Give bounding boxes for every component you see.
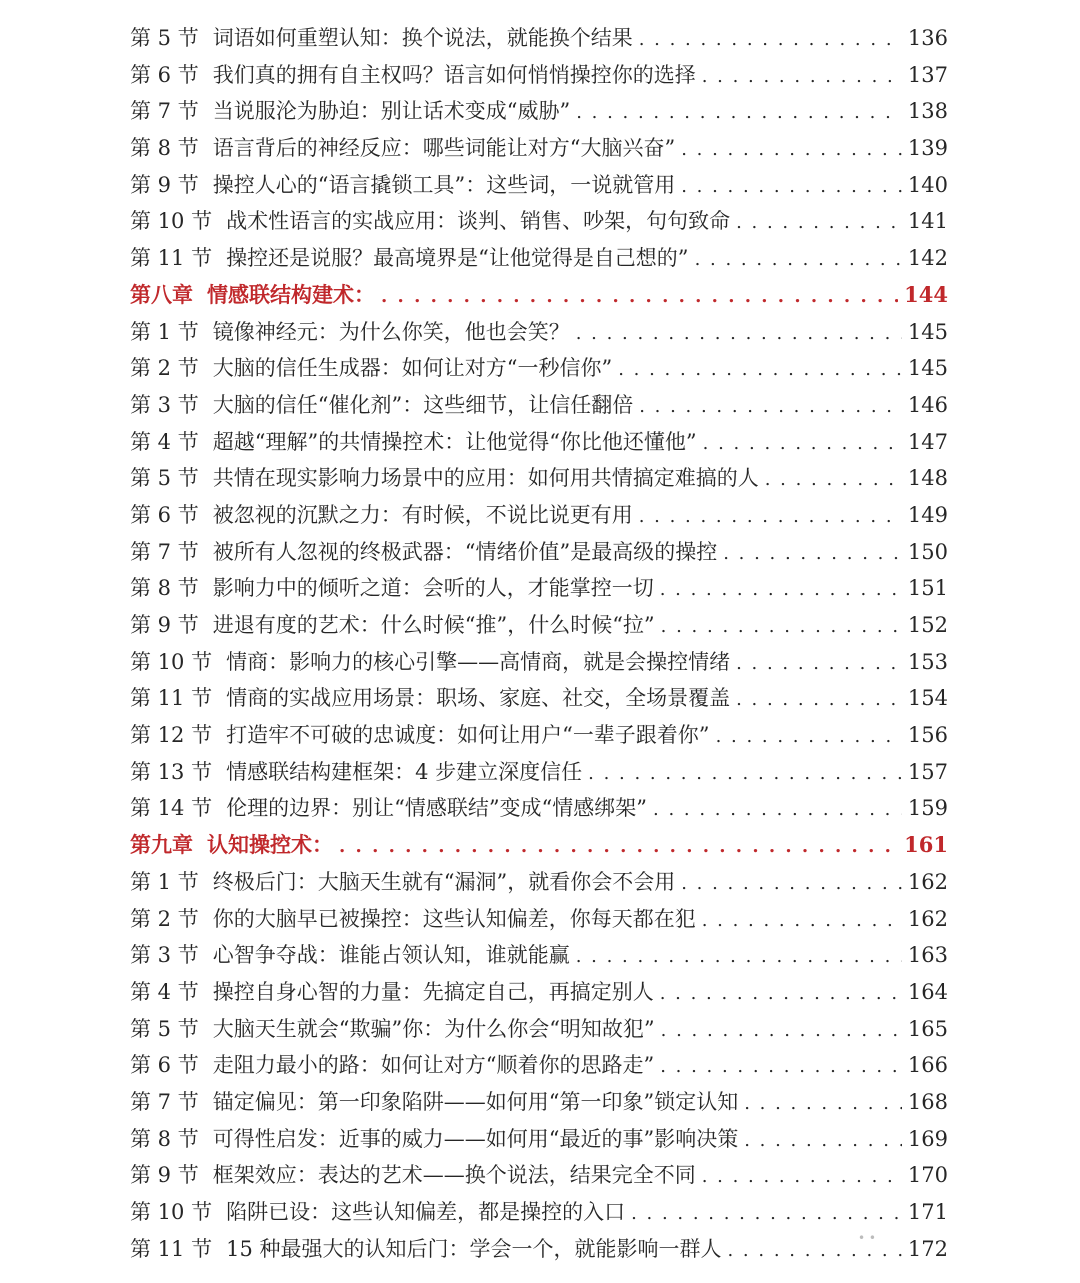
dot-leader (716, 719, 902, 756)
dot-leader (660, 1049, 902, 1086)
section-title: 超越“理解”的共情操控术：让他觉得“你比他还懂他” (212, 429, 697, 454)
section-title: 情商：影响力的核心引擎——高情商，就是会操控情绪 (226, 649, 731, 674)
section-title: 心智争夺战：谁能占领认知，谁就能赢 (212, 943, 570, 968)
section-number: 第 8 节 (130, 136, 199, 161)
page-number: 139 (907, 136, 948, 161)
dot-leader (576, 316, 902, 353)
dot-leader (618, 352, 902, 389)
table-of-contents (130, 20, 948, 1267)
page-number: 150 (907, 539, 948, 564)
section-title: 镜像神经元：为什么你笑，他也会笑？ (212, 319, 570, 344)
section-number: 第 9 节 (130, 1163, 199, 1188)
toc-section-row[interactable] (130, 1084, 948, 1121)
page-number: 140 (907, 172, 948, 197)
dot-leader (681, 866, 902, 903)
dot-leader (736, 205, 902, 242)
page-number: 149 (907, 502, 948, 527)
section-number: 第 2 节 (130, 356, 199, 381)
toc-section-row[interactable] (130, 974, 948, 1011)
section-title: 语言背后的神经反应：哪些词能让对方“大脑兴奋” (212, 136, 676, 161)
toc-section-row[interactable] (130, 387, 948, 424)
page-number: 171 (907, 1200, 948, 1224)
section-title: 可得性启发：近事的威力——如何用“最近的事”影响决策 (212, 1126, 739, 1151)
page-number: 151 (907, 576, 948, 601)
toc-section-row[interactable] (130, 570, 948, 607)
page-number: 145 (907, 319, 948, 344)
dot-leader (765, 462, 902, 499)
dot-leader (702, 59, 902, 96)
dot-leader (695, 242, 902, 279)
section-number: 第 6 节 (130, 502, 199, 527)
section-number: 第 10 节 (130, 1200, 213, 1224)
section-number: 第 9 节 (130, 172, 199, 197)
page-number: 163 (907, 943, 948, 968)
page-number: 169 (907, 1126, 948, 1151)
section-number: 第 1 节 (130, 869, 199, 894)
toc-section-row[interactable] (130, 424, 948, 461)
section-number: 第 5 节 (130, 26, 199, 50)
toc-section-row[interactable] (130, 644, 948, 681)
dot-leader (339, 829, 898, 866)
page-number: 147 (907, 429, 948, 454)
toc-section-row[interactable] (130, 203, 948, 240)
dot-leader (381, 279, 898, 316)
dot-leader (639, 22, 902, 59)
section-title: 战术性语言的实战应用：谈判、销售、吵架，句句致命 (226, 209, 731, 234)
page-number: 146 (907, 392, 948, 417)
section-number: 第 4 节 (130, 979, 199, 1004)
section-number: 第 3 节 (130, 392, 199, 417)
section-title: 情商的实战应用场景：职场、家庭、社交，全场景覆盖 (226, 686, 731, 711)
page-number: 153 (907, 649, 948, 674)
toc-section-row[interactable] (130, 534, 948, 571)
section-number: 第 10 节 (130, 649, 213, 674)
section-number: 第 4 节 (130, 429, 199, 454)
section-title: 当说服沦为胁迫：别让话术变成“威胁” (212, 99, 571, 124)
section-title: 被所有人忽视的终极武器：“情绪价值”是最高级的操控 (212, 539, 718, 564)
toc-section-row[interactable] (130, 167, 948, 204)
dot-leader (653, 792, 902, 829)
toc-section-row[interactable] (130, 314, 948, 351)
section-number: 第 7 节 (130, 99, 199, 124)
toc-section-row[interactable] (130, 240, 948, 277)
dot-leader (703, 426, 902, 463)
dot-leader (639, 499, 902, 536)
dot-leader (723, 536, 902, 573)
section-number: 第 1 节 (130, 319, 199, 344)
section-number: 第 8 节 (130, 576, 199, 601)
section-title: 陷阱已设：这些认知偏差，都是操控的入口 (226, 1200, 626, 1224)
page-number: 164 (907, 979, 948, 1004)
toc-section-row[interactable] (130, 497, 948, 534)
section-title: 15 种最强大的认知后门：学会一个，就能影响一群人 (226, 1236, 722, 1261)
dot-leader (681, 132, 902, 169)
dot-leader (576, 939, 902, 976)
page-number: 162 (907, 869, 948, 894)
page-number: 157 (907, 759, 948, 784)
section-title: 框架效应：表达的艺术——换个说法，结果完全不同 (212, 1163, 696, 1188)
page-number: 156 (907, 723, 948, 748)
section-number: 第 3 节 (130, 943, 199, 968)
section-number: 第 10 节 (130, 209, 213, 234)
section-number: 第 7 节 (130, 1089, 199, 1114)
section-title: 终极后门：大脑天生就有“漏洞”，就看你会不会用 (212, 869, 676, 894)
section-number: 第 6 节 (130, 1053, 199, 1078)
chapter-title: 认知操控术： (207, 832, 333, 858)
section-title: 大脑天生就会“欺骗”你：为什么你会“明知故犯” (212, 1016, 655, 1041)
dot-leader (639, 389, 902, 426)
dot-leader (660, 976, 902, 1013)
page-number: 162 (907, 906, 948, 931)
toc-section-row[interactable] (130, 350, 948, 387)
dot-leader (744, 1123, 902, 1160)
watermark-dots: • • (858, 1231, 876, 1245)
section-title: 我们真的拥有自主权吗？语言如何悄悄操控你的选择 (212, 62, 696, 87)
section-title: 共情在现实影响力场景中的应用：如何用共情搞定难搞的人 (212, 466, 759, 491)
toc-section-row[interactable] (130, 607, 948, 644)
toc-section-row[interactable] (130, 864, 948, 901)
section-number: 第 5 节 (130, 466, 199, 491)
section-title: 大脑的信任“催化剂”：这些细节，让信任翻倍 (212, 392, 634, 417)
dot-leader (681, 169, 902, 206)
section-number: 第 9 节 (130, 613, 199, 637)
page-number: 138 (907, 99, 948, 124)
toc-section-row[interactable] (130, 717, 948, 754)
dot-leader (661, 609, 902, 646)
toc-section-row[interactable] (130, 1121, 948, 1158)
toc-section-row[interactable] (130, 901, 948, 938)
section-title: 影响力中的倾听之道：会听的人，才能掌控一切 (212, 576, 654, 601)
section-title: 锚定偏见：第一印象陷阱——如何用“第一印象”锁定认知 (212, 1089, 739, 1114)
dot-leader (631, 1196, 902, 1233)
dot-leader (702, 903, 902, 940)
section-title: 情感联结构建框架：4 步建立深度信任 (226, 759, 583, 784)
toc-section-row[interactable] (130, 57, 948, 94)
toc-section-row[interactable] (130, 1194, 948, 1231)
chapter-title: 情感联结构建术： (207, 281, 375, 307)
page-number: 170 (907, 1163, 948, 1188)
chapter-number: 第九章 (130, 832, 193, 858)
toc-section-row[interactable] (130, 1157, 948, 1194)
page-number: 161 (904, 832, 948, 858)
section-title: 操控人心的“语言撬锁工具”：这些词，一说就管用 (212, 172, 676, 197)
toc-section-row[interactable] (130, 20, 948, 57)
section-number: 第 14 节 (130, 796, 213, 821)
section-title: 词语如何重塑认知：换个说法，就能换个结果 (212, 26, 633, 50)
page-number: 148 (907, 466, 948, 491)
dot-leader (661, 1013, 902, 1050)
section-number: 第 2 节 (130, 906, 199, 931)
page-number: 154 (907, 686, 948, 711)
section-title: 操控自身心智的力量：先搞定自己，再搞定别人 (212, 979, 654, 1004)
section-title: 进退有度的艺术：什么时候“推”，什么时候“拉” (212, 613, 655, 637)
page-number: 159 (907, 796, 948, 821)
section-number: 第 6 节 (130, 62, 199, 87)
page-number: 136 (907, 26, 948, 50)
section-title: 操控还是说服？最高境界是“让他觉得是自己想的” (226, 246, 689, 271)
dot-leader (576, 95, 902, 132)
toc-section-row[interactable] (130, 790, 948, 827)
toc-chapter-row[interactable] (130, 827, 948, 864)
section-number: 第 12 节 (130, 723, 213, 748)
section-number: 第 11 节 (130, 246, 213, 271)
section-number: 第 7 节 (130, 539, 199, 564)
section-number: 第 13 节 (130, 759, 213, 784)
toc-section-row[interactable] (130, 937, 948, 974)
section-title: 走阻力最小的路：如何让对方“顺着你的思路走” (212, 1053, 655, 1078)
dot-leader (660, 572, 902, 609)
toc-section-row[interactable] (130, 1047, 948, 1084)
page-number: 168 (907, 1089, 948, 1114)
page-number: 166 (907, 1053, 948, 1078)
section-number: 第 8 节 (130, 1126, 199, 1151)
page-number: 165 (907, 1016, 948, 1041)
section-number: 第 11 节 (130, 686, 213, 711)
page-number: 172 (907, 1236, 948, 1261)
toc-chapter-row[interactable] (130, 277, 948, 314)
section-title: 被忽视的沉默之力：有时候，不说比说更有用 (212, 502, 633, 527)
page-number: 152 (907, 613, 948, 637)
section-title: 打造牢不可破的忠诚度：如何让用户“一辈子跟着你” (226, 723, 710, 748)
page-number: 144 (904, 281, 948, 307)
dot-leader (744, 1086, 902, 1123)
dot-leader (702, 1159, 902, 1196)
toc-section-row[interactable] (130, 754, 948, 791)
toc-section-row[interactable] (130, 1011, 948, 1048)
toc-section-row[interactable] (130, 460, 948, 497)
dot-leader (736, 646, 902, 683)
toc-section-row[interactable] (130, 130, 948, 167)
section-title: 大脑的信任生成器：如何让对方“一秒信你” (212, 356, 613, 381)
toc-section-row[interactable] (130, 1231, 948, 1268)
toc-section-row[interactable] (130, 680, 948, 717)
section-title: 你的大脑早已被操控：这些认知偏差，你每天都在犯 (212, 906, 696, 931)
chapter-number: 第八章 (130, 281, 193, 307)
dot-leader (736, 682, 902, 719)
section-number: 第 11 节 (130, 1236, 213, 1261)
toc-section-row[interactable] (130, 93, 948, 130)
page-number: 145 (907, 356, 948, 381)
page-number: 142 (907, 246, 948, 271)
section-title: 伦理的边界：别让“情感联结”变成“情感绑架” (226, 796, 648, 821)
dot-leader (588, 756, 902, 793)
page-number: 137 (907, 62, 948, 87)
section-number: 第 5 节 (130, 1016, 199, 1041)
page-number: 141 (907, 209, 948, 234)
